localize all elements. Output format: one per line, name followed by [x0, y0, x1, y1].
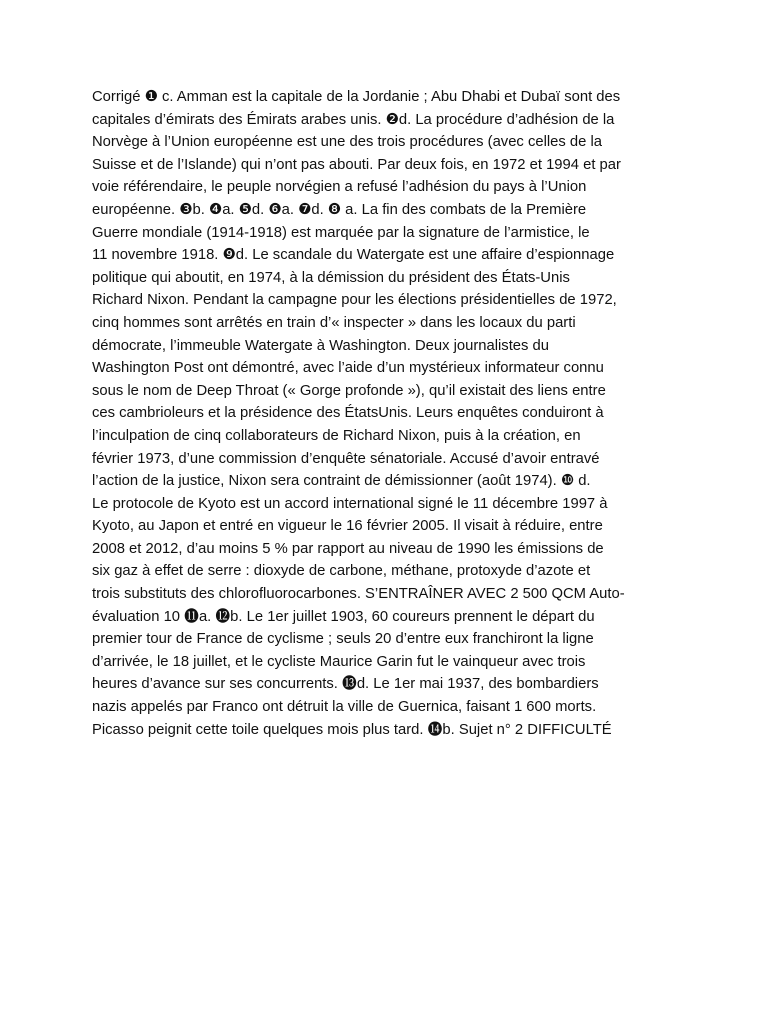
text-line: d’arrivée, le 18 juillet, et le cycliste Maurice Garin fut le vainqueur avec trois	[92, 653, 586, 670]
text-line: sous le nom de Deep Throat (« Gorge profonde »), qu’il existait des liens entre	[92, 382, 606, 399]
text-line: Corrigé ❶ c. Amman est la capitale de la Jordanie ; Abu Dhabi et Dubaï sont des	[92, 89, 621, 105]
text-line: Picasso peignit cette toile quelques mois plus tard. ⓮b. Sujet n° 2 DIFFICULTÉ	[92, 721, 612, 738]
text-line: février 1973, d’une commission d’enquête sénatoriale. Accusé d’avoir entravé	[92, 450, 600, 467]
text-line: nazis appelés par Franco ont détruit la ville de Guernica, faisant 1 600 morts.	[92, 699, 597, 716]
text-line: Norvège à l’Union européenne est une des trois procédures (avec celles de la	[92, 134, 602, 151]
text-line: Richard Nixon. Pendant la campagne pour les élections présidentielles de 1972,	[92, 292, 617, 309]
text-line: démocrate, l’immeuble Watergate à Washington. Deux journalistes du	[92, 337, 550, 354]
text-line: Kyoto, au Japon et entré en vigueur le 16 février 2005. Il visait à réduire, entre	[92, 518, 603, 535]
text-line: premier tour de France de cyclisme ; seuls 20 d’entre eux franchiront la ligne	[92, 631, 594, 648]
text-line: évaluation 10 ⓫a. ⓬b. Le 1er juillet 1903, 60 coureurs prennent le départ du	[92, 608, 595, 625]
text-line: Suisse et de l’Islande) qui n’ont pas abouti. Par deux fois, en 1972 et 1994 et par	[92, 156, 621, 173]
text-line: l’inculpation de cinq collaborateurs de Richard Nixon, puis à la création, en	[92, 427, 581, 444]
text-line: Washington Post ont démontré, avec l’aide d’un mystérieux informateur connu	[92, 360, 604, 377]
text-line: trois substituts des chlorofluorocarbones. S’ENTRAÎNER AVEC 2 500 QCM Auto-	[92, 586, 625, 603]
text-line: voie référendaire, le peuple norvégien a refusé l’adhésion du pays à l’Union	[92, 179, 587, 196]
text-line: 2008 et 2012, d’au moins 5 % par rapport au niveau de 1990 les émissions de	[92, 540, 604, 557]
text-line: européenne. ❸b. ❹a. ❺d. ❻a. ❼d. ❽ a. La fin des combats de la Première	[92, 201, 587, 218]
corrige-text-block	[92, 86, 682, 741]
text-line: capitales d’émirats des Émirats arabes unis. ❷d. La procédure d’adhésion de la	[92, 111, 615, 128]
text-line: six gaz à effet de serre : dioxyde de carbone, méthane, protoxyde d’azote et	[92, 563, 591, 580]
text-line: l’action de la justice, Nixon sera contraint de démissionner (août 1974). ❿ d.	[92, 473, 591, 490]
text-line: heures d’avance sur ses concurrents. ⓭d. Le 1er mai 1937, des bombardiers	[92, 676, 599, 693]
text-line: politique qui aboutit, en 1974, à la démission du président des États-Unis	[92, 269, 570, 286]
text-line: ces cambrioleurs et la présidence des ÉtatsUnis. Leurs enquêtes conduiront à	[92, 405, 604, 422]
text-line: 11 novembre 1918. ❾d. Le scandale du Watergate est une affaire d’espionnage	[92, 247, 615, 264]
text-line: cinq hommes sont arrêtés en train d’« inspecter » dans les locaux du parti	[92, 314, 576, 331]
text-line: Guerre mondiale (1914-1918) est marquée par la signature de l’armistice, le	[92, 224, 590, 241]
text-line: Le protocole de Kyoto est un accord international signé le 11 décembre 1997 à	[92, 495, 608, 512]
